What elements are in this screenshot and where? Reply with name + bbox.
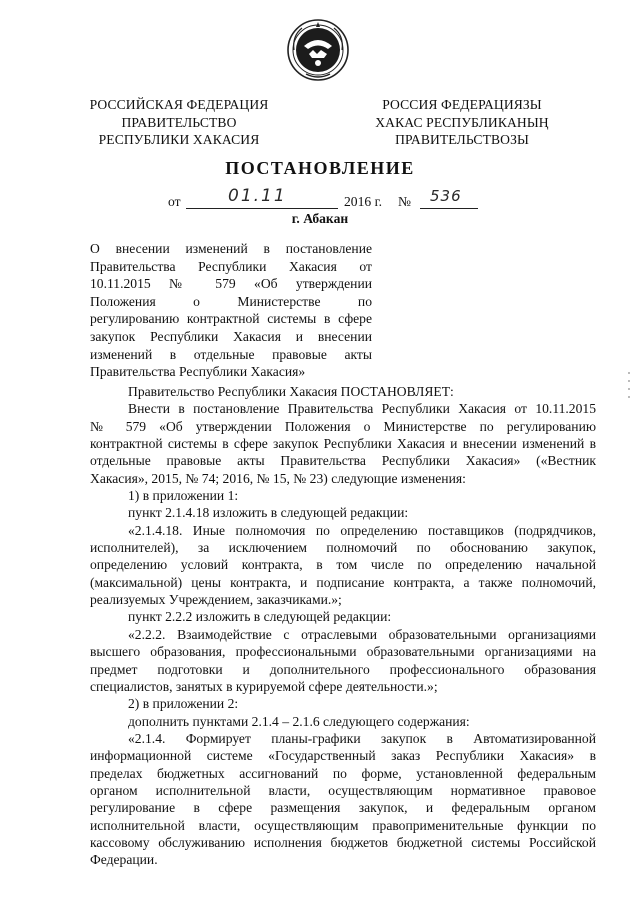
coat-of-arms-icon bbox=[286, 16, 350, 84]
date-year: 2016 г. bbox=[344, 194, 383, 209]
header-left-line: РЕСПУБЛИКИ ХАКАСИЯ bbox=[98, 132, 260, 147]
subject-line: О внесении изменений в постановление bbox=[90, 241, 372, 256]
body-line: «2.2.2. Взаимодействие с отраслевыми образовательными организациями bbox=[128, 626, 596, 642]
header-right-line: ПРАВИТЕЛЬСТВОЗЫ bbox=[395, 132, 529, 147]
header-right-line: РОССИЯ ФЕДЕРАЦИЯЗЫ bbox=[382, 97, 542, 112]
header-right bbox=[364, 96, 560, 149]
body-line: контрактной системы в сфере закупок Республики Хакасия и внесении изменений в bbox=[90, 436, 596, 452]
subject-line: Правительства Республики Хакасия от bbox=[90, 258, 372, 274]
body-line: Федерации. bbox=[90, 852, 158, 868]
body-line: Внести в постановление Правительства Республики Хакасия от 10.11.2015 bbox=[128, 401, 596, 417]
subject-line: Положения о Министерстве по bbox=[90, 293, 372, 309]
body-line: предмет подготовки и дополнительного профессионального образования bbox=[90, 661, 596, 677]
body-line: информационной системе «Государственный заказ Республики Хакасия» в bbox=[90, 748, 596, 764]
body-line: исполнителей), за исключением полномочий по обоснованию закупок, bbox=[90, 540, 596, 556]
body-line: определению условий контракта, в том числе по определению начальной bbox=[90, 557, 596, 573]
subject-line: Правительства Республики Хакасия» bbox=[90, 364, 306, 380]
body-line: регулирование в сфере размещения закупок, и федеральным органом bbox=[90, 800, 596, 816]
header-right-line: ХАКАС РЕСПУБЛИКАНЫҢ bbox=[375, 114, 549, 130]
body-line: (максимальной) цены контракта, и подписание контракта, а также полномочий, bbox=[90, 574, 596, 590]
subject-line: 10.11.2015 № 579 «Об утверждении bbox=[90, 276, 372, 292]
body-line: исполнительной власти, осуществляющим правоприменительные функции по bbox=[90, 817, 596, 833]
margin-marks bbox=[628, 372, 631, 404]
date-prefix: от bbox=[168, 194, 181, 209]
subject-line: изменений в отдельные правовые акты bbox=[90, 346, 372, 362]
body-line: отдельные правовые акты Правительства Республики Хакасия» («Вестник bbox=[90, 453, 596, 469]
header-left-line: РОССИЙСКАЯ ФЕДЕРАЦИЯ bbox=[89, 97, 269, 112]
body-line: реализуемых Учреждением, заказчиками.»; bbox=[90, 592, 342, 608]
document-title: ПОСТАНОВЛЕНИЕ bbox=[225, 158, 415, 178]
body-line: органом исполнительной власти, осуществляющим нормативное правовое bbox=[90, 782, 596, 798]
body-line: кассовому обслуживанию исполнения бюджетов бюджетной системы Российской bbox=[90, 834, 596, 850]
number-sign: № bbox=[398, 194, 411, 209]
handwritten-number: 536 bbox=[430, 187, 462, 205]
body-text bbox=[90, 383, 596, 869]
body-line: дополнить пунктами 2.1.4 – 2.1.6 следующего содержания: bbox=[128, 713, 470, 729]
subject-line: закупок Республики Хакасия и внесении bbox=[90, 328, 372, 344]
body-line: Правительство Республики Хакасия ПОСТАНОВЛЯЕТ: bbox=[128, 384, 454, 399]
body-line: пункт 2.2.2 изложить в следующей редакции: bbox=[128, 609, 392, 625]
body-line: 2) в приложении 2: bbox=[128, 696, 239, 712]
body-line: 1) в приложении 1: bbox=[128, 488, 239, 504]
body-line: «2.1.4. Формирует планы-графики закупок в Автоматизированной bbox=[128, 730, 596, 746]
body-line: высшего образования, профессиональными образовательными организациями на bbox=[90, 644, 596, 660]
city: г. Абакан bbox=[291, 211, 349, 226]
body-line: Хакасия», 2015, № 74; 2016, № 15, № 23) следующие изменения: bbox=[90, 470, 466, 486]
body-line: пункт 2.1.4.18 изложить в следующей редакции: bbox=[128, 505, 409, 521]
handwritten-date: 01.11 bbox=[228, 186, 287, 206]
header-left bbox=[86, 96, 272, 149]
number-underline bbox=[420, 208, 478, 209]
subject-block bbox=[90, 240, 372, 381]
header-left-line: ПРАВИТЕЛЬСТВО bbox=[121, 114, 237, 130]
body-line: специалистов, занятых в курируемой сфере деятельности.»; bbox=[90, 678, 438, 694]
subject-line: регулированию контрактной системы в сфере bbox=[90, 311, 372, 327]
date-underline bbox=[186, 208, 338, 209]
body-line: «2.1.4.18. Иные полномочия по определению поставщиков (подрядчиков, bbox=[128, 522, 596, 538]
body-line: № 579 «Об утверждении Положения о Министерстве по регулированию bbox=[90, 418, 596, 434]
body-line: пределах бюджетных ассигнований по форме, установленной федеральным bbox=[90, 765, 596, 781]
